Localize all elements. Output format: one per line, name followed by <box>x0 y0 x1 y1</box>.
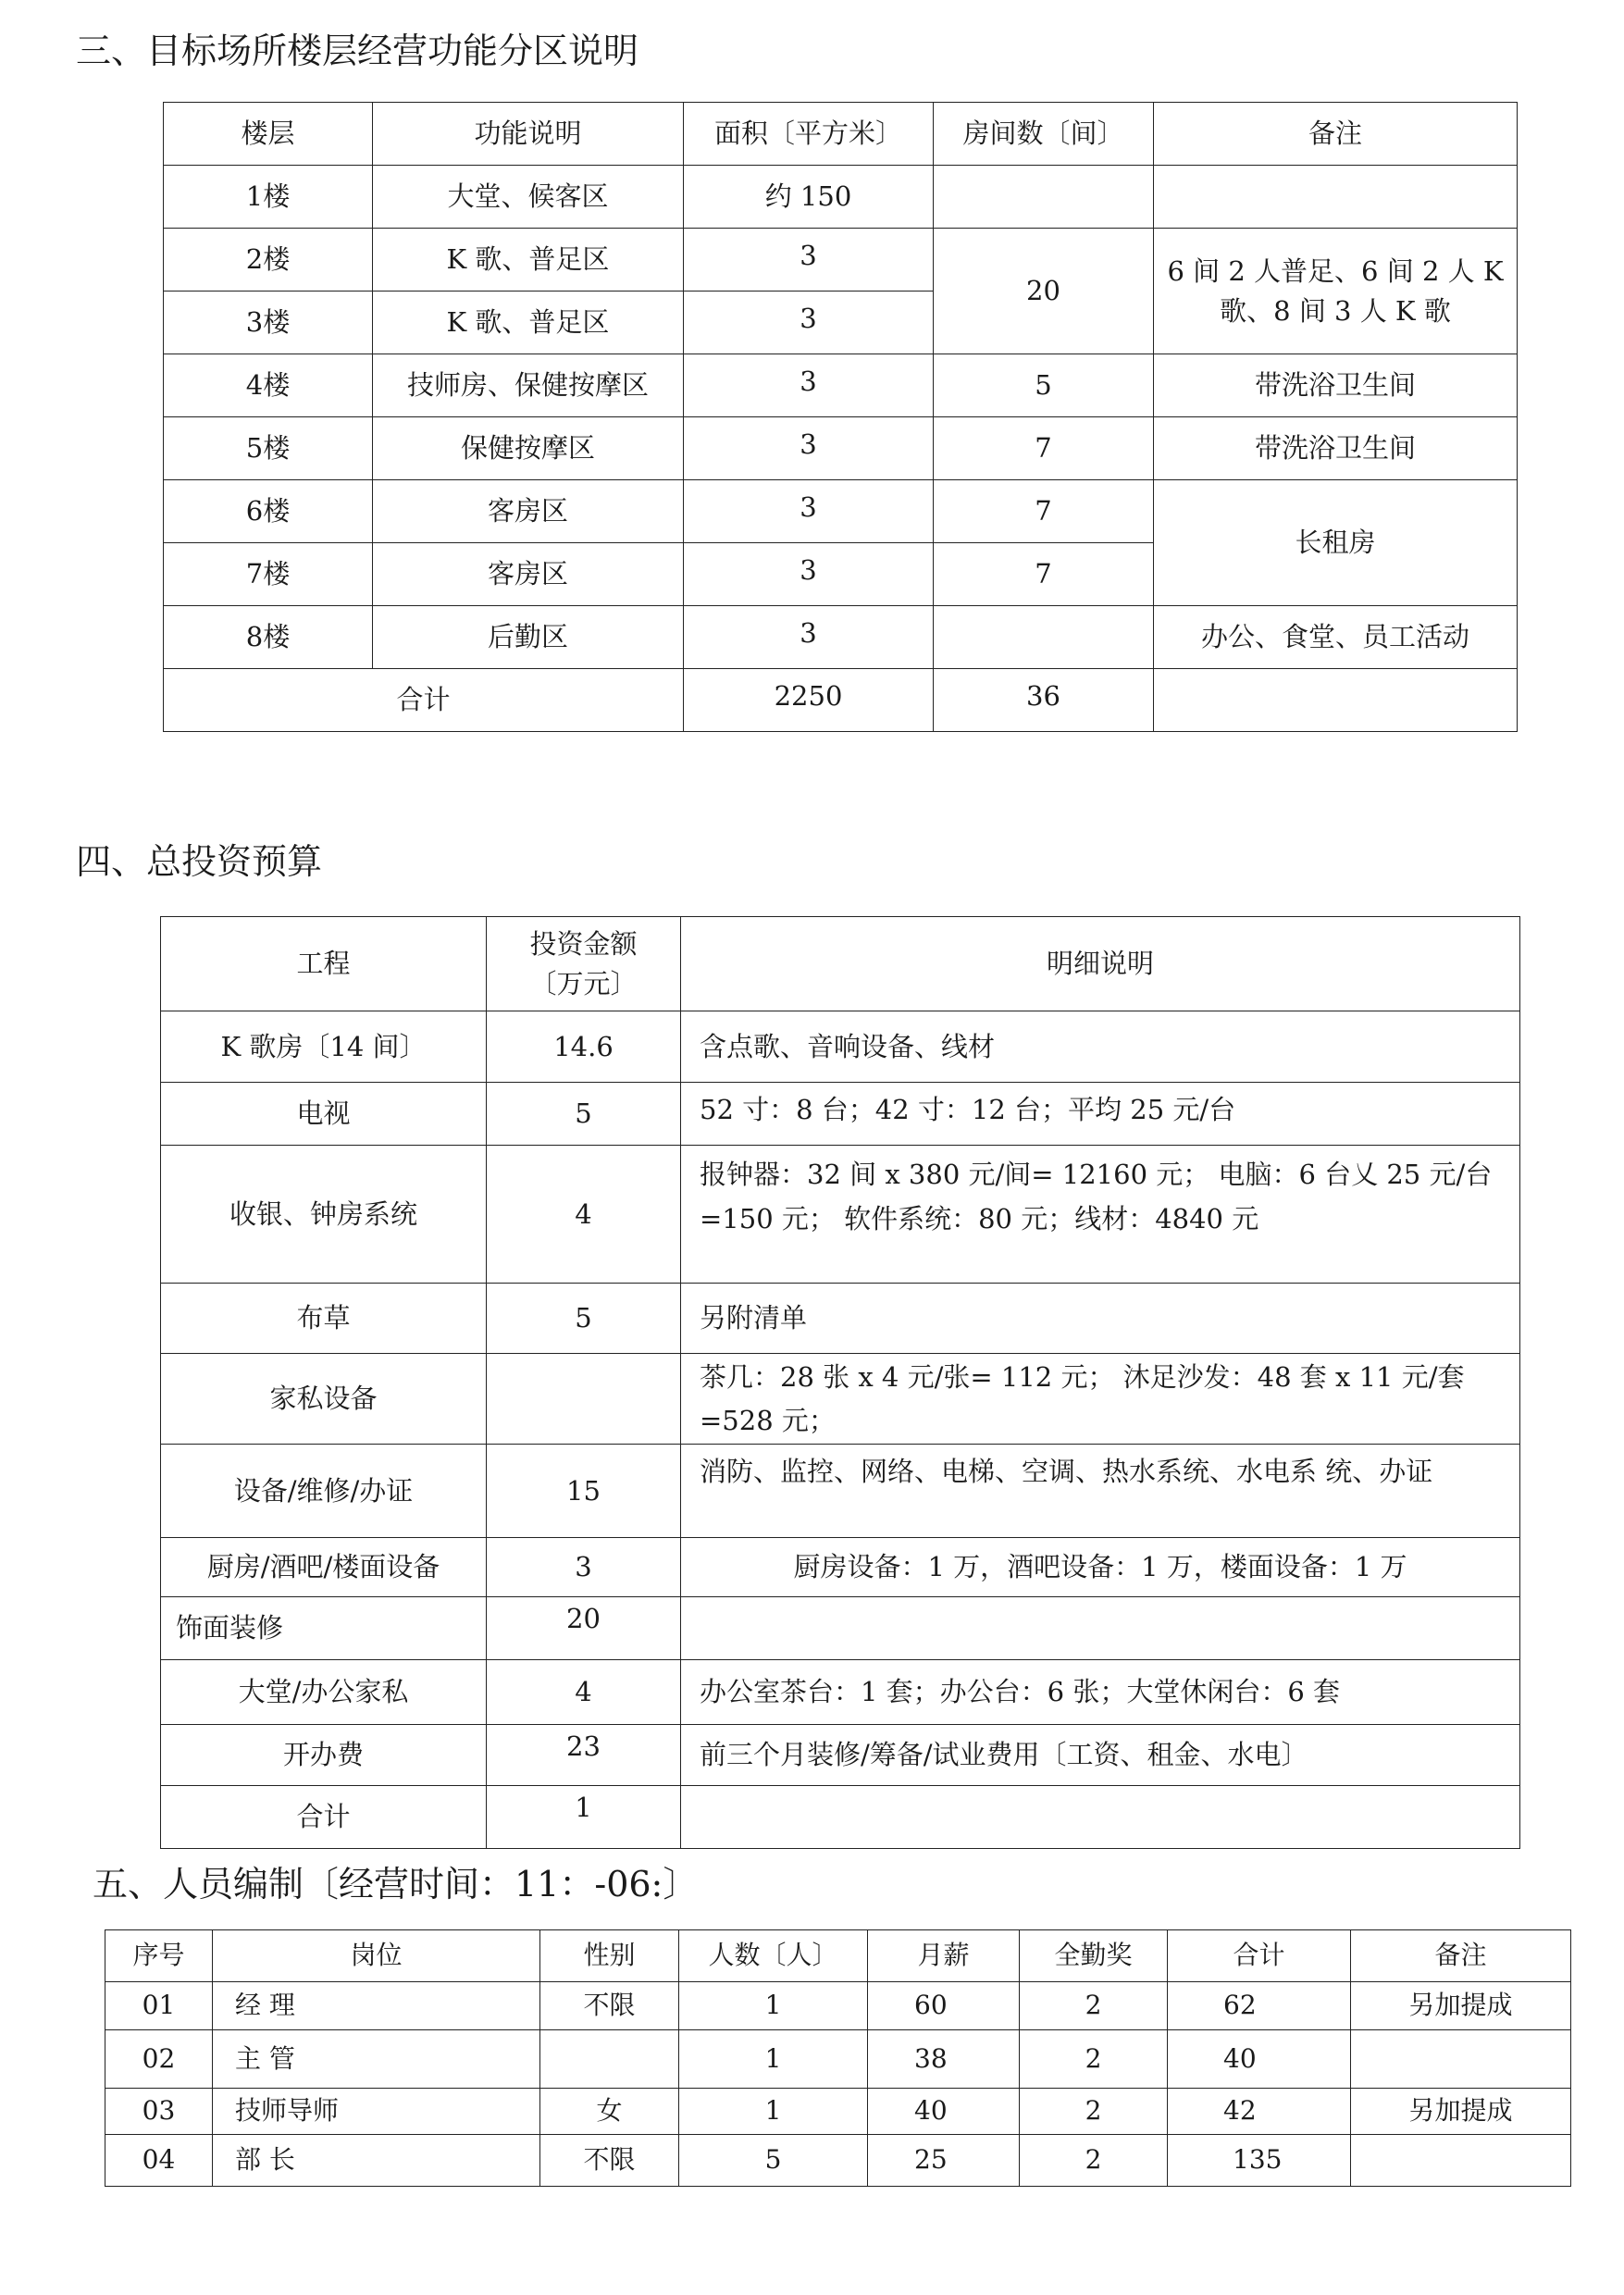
rooms-cell: 7 <box>934 417 1154 480</box>
salary-cell: 38 <box>868 2030 1020 2089</box>
header-cell: 备注 <box>1154 103 1518 166</box>
post-cell: 部 长 <box>213 2135 540 2187</box>
total-label-cell: 合计 <box>164 669 684 732</box>
function-cell: 保健按摩区 <box>373 417 684 480</box>
function-cell: 客房区 <box>373 480 684 543</box>
floor-function-table <box>163 102 1518 732</box>
table-row <box>161 1011 1520 1083</box>
function-cell: K 歌、普足区 <box>373 229 684 292</box>
total-cell: 42 <box>1168 2089 1351 2135</box>
table-row <box>105 2089 1571 2135</box>
total-cell: 62 <box>1168 1982 1351 2030</box>
staffing-table <box>105 1929 1571 2187</box>
amount-cell: 3 <box>487 1538 681 1597</box>
amount-cell: 4 <box>487 1146 681 1284</box>
note-cell <box>1351 2030 1571 2089</box>
detail-cell: 报钟器：32 间 x 380 元/间= 12160 元； 电脑：6 台乂 25 元/台=150 元； 软件系统：80 元；线材：4840 元 <box>681 1146 1520 1284</box>
table-row <box>161 1083 1520 1146</box>
floor-cell: 7楼 <box>164 543 373 606</box>
detail-cell: 厨房设备：1 万，酒吧设备：1 万，楼面设备：1 万 <box>681 1538 1520 1597</box>
project-cell: 设备/维修/办证 <box>161 1445 487 1538</box>
amount-cell: 20 <box>487 1597 681 1660</box>
table-header-row <box>164 103 1518 166</box>
header-cell: 序号 <box>105 1930 213 1982</box>
gender-cell: 不限 <box>540 2135 679 2187</box>
project-cell: 收银、钟房系统 <box>161 1146 487 1284</box>
gender-cell: 女 <box>540 2089 679 2135</box>
project-cell: 合计 <box>161 1786 487 1849</box>
project-cell: 布草 <box>161 1284 487 1354</box>
project-cell: 电视 <box>161 1083 487 1146</box>
post-cell: 主 管 <box>213 2030 540 2089</box>
floor-cell: 6楼 <box>164 480 373 543</box>
note-cell: 另加提成 <box>1351 1982 1571 2030</box>
count-cell: 1 <box>679 1982 868 2030</box>
project-cell: 厨房/酒吧/楼面设备 <box>161 1538 487 1597</box>
bonus-cell: 2 <box>1020 2135 1168 2187</box>
floor-cell: 8楼 <box>164 606 373 669</box>
total-cell: 135 <box>1168 2135 1351 2187</box>
project-cell: 饰面装修 <box>161 1597 487 1660</box>
table-row <box>164 166 1518 229</box>
table-row <box>161 1725 1520 1786</box>
floor-cell: 3楼 <box>164 292 373 354</box>
detail-cell: 52 寸：8 台；42 寸：12 台；平均 25 元/台 <box>681 1083 1520 1146</box>
count-cell: 5 <box>679 2135 868 2187</box>
header-cell: 明细说明 <box>681 917 1520 1011</box>
table-row <box>164 354 1518 417</box>
bonus-cell: 2 <box>1020 2030 1168 2089</box>
post-cell: 技师导师 <box>213 2089 540 2135</box>
table-row <box>105 2030 1571 2089</box>
no-cell: 02 <box>105 2030 213 2089</box>
amount-cell: 5 <box>487 1083 681 1146</box>
rooms-cell: 5 <box>934 354 1154 417</box>
note-cell <box>1351 2135 1571 2187</box>
area-cell: 3 <box>684 417 934 480</box>
rooms-cell <box>934 166 1154 229</box>
total-rooms-cell: 36 <box>934 669 1154 732</box>
table-row <box>164 480 1518 543</box>
amount-cell: 5 <box>487 1284 681 1354</box>
area-cell: 3 <box>684 229 934 292</box>
header-cell: 全勤奖 <box>1020 1930 1168 1982</box>
no-cell: 03 <box>105 2089 213 2135</box>
amount-cell: 23 <box>487 1725 681 1786</box>
project-cell: 开办费 <box>161 1725 487 1786</box>
salary-cell: 40 <box>868 2089 1020 2135</box>
header-cell: 房间数〔间〕 <box>934 103 1154 166</box>
detail-cell: 另附清单 <box>681 1284 1520 1354</box>
header-cell: 人数〔人〕 <box>679 1930 868 1982</box>
detail-cell: 含点歌、音响设备、线材 <box>681 1011 1520 1083</box>
floor-cell: 5楼 <box>164 417 373 480</box>
amount-cell: 1 <box>487 1786 681 1849</box>
detail-cell: 前三个月装修/筹备/试业费用〔工资、租金、水电〕 <box>681 1725 1520 1786</box>
detail-cell: 办公室茶台：1 套；办公台：6 张；大堂休闲台：6 套 <box>681 1660 1520 1725</box>
section-4-heading: 四、总投资预算 <box>76 841 323 882</box>
note-cell: 长租房 <box>1154 480 1518 606</box>
floor-cell: 2楼 <box>164 229 373 292</box>
note-cell: 办公、食堂、员工活动 <box>1154 606 1518 669</box>
rooms-cell: 7 <box>934 543 1154 606</box>
header-cell: 性别 <box>540 1930 679 1982</box>
investment-budget-table <box>160 916 1520 1849</box>
header-cell: 合计 <box>1168 1930 1351 1982</box>
detail-cell: 消防、监控、网络、电梯、空调、热水系统、水电系 统、办证 <box>681 1445 1520 1538</box>
floor-cell: 1楼 <box>164 166 373 229</box>
area-cell: 3 <box>684 606 934 669</box>
rooms-cell: 20 <box>934 229 1154 354</box>
detail-cell <box>681 1786 1520 1849</box>
amount-cell <box>487 1354 681 1445</box>
function-cell: 后勤区 <box>373 606 684 669</box>
detail-cell <box>681 1597 1520 1660</box>
area-cell: 3 <box>684 292 934 354</box>
total-area-cell: 2250 <box>684 669 934 732</box>
post-cell: 经 理 <box>213 1982 540 2030</box>
no-cell: 01 <box>105 1982 213 2030</box>
salary-cell: 60 <box>868 1982 1020 2030</box>
header-cell: 功能说明 <box>373 103 684 166</box>
table-header-row <box>161 917 1520 1011</box>
area-cell: 约 150 <box>684 166 934 229</box>
no-cell: 04 <box>105 2135 213 2187</box>
header-cell: 工程 <box>161 917 487 1011</box>
function-cell: 客房区 <box>373 543 684 606</box>
area-cell: 3 <box>684 480 934 543</box>
function-cell: K 歌、普足区 <box>373 292 684 354</box>
header-cell: 备注 <box>1351 1930 1571 1982</box>
project-cell: 大堂/办公家私 <box>161 1660 487 1725</box>
count-cell: 1 <box>679 2089 868 2135</box>
table-row <box>161 1354 1520 1445</box>
area-cell: 3 <box>684 543 934 606</box>
detail-cell: 茶几：28 张 x 4 元/张= 112 元； 沐足沙发：48 套 x 11 元/套=528 元； <box>681 1354 1520 1445</box>
header-cell: 投资金额〔万元〕 <box>487 917 681 1011</box>
header-cell: 面积〔平方米〕 <box>684 103 934 166</box>
bonus-cell: 2 <box>1020 2089 1168 2135</box>
area-cell: 3 <box>684 354 934 417</box>
table-row <box>105 1982 1571 2030</box>
table-total-row <box>161 1786 1520 1849</box>
table-row <box>161 1146 1520 1284</box>
table-row <box>164 606 1518 669</box>
function-cell: 大堂、候客区 <box>373 166 684 229</box>
total-cell: 40 <box>1168 2030 1351 2089</box>
table-row <box>161 1445 1520 1538</box>
total-note-cell <box>1154 669 1518 732</box>
section-3-heading: 三、目标场所楼层经营功能分区说明 <box>76 31 639 71</box>
table-row <box>164 417 1518 480</box>
rooms-cell <box>934 606 1154 669</box>
gender-cell <box>540 2030 679 2089</box>
project-cell: K 歌房〔14 间〕 <box>161 1011 487 1083</box>
table-total-row <box>164 669 1518 732</box>
note-cell <box>1154 166 1518 229</box>
note-cell: 带洗浴卫生间 <box>1154 354 1518 417</box>
table-row <box>161 1597 1520 1660</box>
table-row <box>161 1660 1520 1725</box>
note-cell: 带洗浴卫生间 <box>1154 417 1518 480</box>
note-cell: 6 间 2 人普足、6 间 2 人 K 歌、8 间 3 人 K 歌 <box>1154 229 1518 354</box>
table-row <box>105 2135 1571 2187</box>
floor-cell: 4楼 <box>164 354 373 417</box>
count-cell: 1 <box>679 2030 868 2089</box>
table-header-row <box>105 1930 1571 1982</box>
table-row <box>164 229 1518 292</box>
note-cell: 另加提成 <box>1351 2089 1571 2135</box>
gender-cell: 不限 <box>540 1982 679 2030</box>
amount-cell: 15 <box>487 1445 681 1538</box>
amount-cell: 4 <box>487 1660 681 1725</box>
bonus-cell: 2 <box>1020 1982 1168 2030</box>
rooms-cell: 7 <box>934 480 1154 543</box>
function-cell: 技师房、保健按摩区 <box>373 354 684 417</box>
amount-cell: 14.6 <box>487 1011 681 1083</box>
salary-cell: 25 <box>868 2135 1020 2187</box>
table-row <box>161 1538 1520 1597</box>
table-row <box>161 1284 1520 1354</box>
header-cell: 岗位 <box>213 1930 540 1982</box>
project-cell: 家私设备 <box>161 1354 487 1445</box>
header-cell: 月薪 <box>868 1930 1020 1982</box>
header-cell: 楼层 <box>164 103 373 166</box>
section-5-heading: 五、人员编制〔经营时间：11：-06:〕 <box>93 1864 699 1904</box>
